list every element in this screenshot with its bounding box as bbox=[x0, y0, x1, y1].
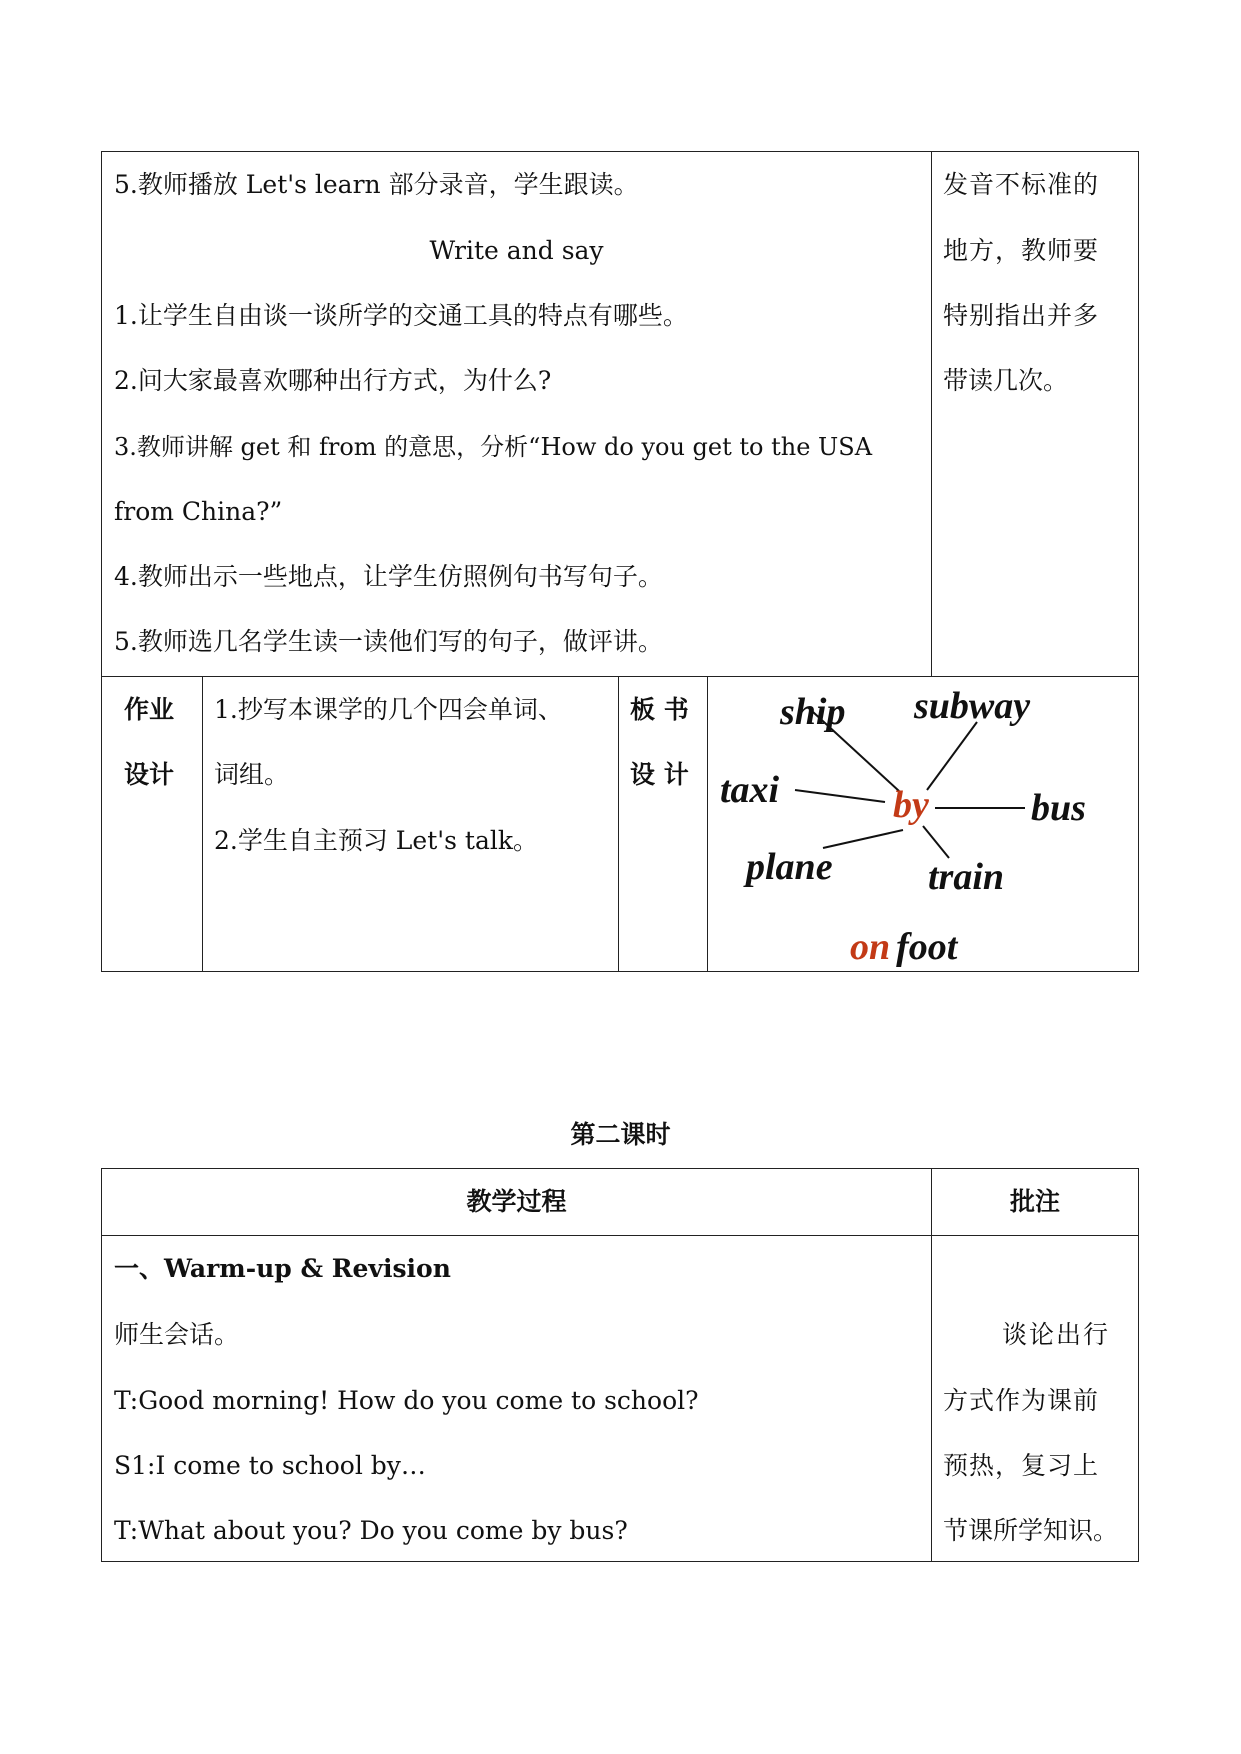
step-line-5: from China?” bbox=[114, 497, 283, 526]
board-label-2: 设 计 bbox=[630, 760, 689, 789]
board-word-by: by bbox=[893, 784, 929, 826]
board-word-subway: subway bbox=[914, 685, 1031, 727]
line-subway-by bbox=[927, 722, 977, 790]
board-word-bus: bus bbox=[1031, 787, 1086, 829]
line-by-train bbox=[923, 826, 949, 858]
board-phrase-on-foot bbox=[850, 927, 957, 967]
step-line-4: 3.教师讲解 get 和 from 的意思，分析“How do you get to the USA bbox=[114, 433, 873, 461]
line-plane-by bbox=[823, 830, 903, 848]
step-line-2: 1.让学生自由谈一谈所学的交通工具的特点有哪些。 bbox=[114, 301, 688, 330]
note2-line-3: 预热，复习上 bbox=[943, 1451, 1100, 1480]
note2-line-4: 节课所学知识。 bbox=[943, 1516, 1119, 1545]
note-line-2: 地方，教师要 bbox=[943, 236, 1100, 265]
header-teaching-process: 教学过程 bbox=[466, 1187, 567, 1216]
board-word-ship: ship bbox=[780, 691, 846, 733]
board-word-taxi: taxi bbox=[720, 769, 780, 811]
board-word-plane: plane bbox=[746, 846, 833, 888]
header-notes: 批注 bbox=[1009, 1187, 1060, 1216]
note-line-1: 发音不标准的 bbox=[943, 170, 1100, 199]
step-line-3: 2.问大家最喜欢哪种出行方式，为什么? bbox=[114, 366, 552, 395]
note2-line-1: 谈论出行 bbox=[1002, 1320, 1111, 1349]
homework-line-3: 2.学生自主预习 Let's talk。 bbox=[214, 826, 538, 855]
homework-label-1: 作业 bbox=[124, 695, 175, 724]
homework-line-1: 1.抄写本课学的几个四会单词、 bbox=[214, 695, 563, 724]
step-line-7: 5.教师选几名学生读一读他们写的句子，做评讲。 bbox=[114, 627, 663, 656]
board-word-foot: foot bbox=[896, 926, 958, 968]
note2-line-2: 方式作为课前 bbox=[943, 1386, 1100, 1415]
dialogue-line-3: S1:I come to school by… bbox=[114, 1451, 426, 1480]
dialogue-line-2: T:Good morning! How do you come to school? bbox=[114, 1386, 699, 1415]
dialogue-line-4: T:What about you? Do you come by bus? bbox=[114, 1516, 628, 1545]
board-word-train: train bbox=[928, 856, 1005, 898]
board-label-1: 板 书 bbox=[630, 695, 689, 724]
board-word-on: on bbox=[850, 926, 891, 968]
homework-line-2: 词组。 bbox=[214, 760, 290, 789]
lesson-title: 第二课时 bbox=[570, 1120, 671, 1149]
section-heading-write-and-say: Write and say bbox=[429, 236, 604, 265]
line-taxi-by bbox=[795, 790, 885, 802]
step-line-6: 4.教师出示一些地点，让学生仿照例句书写句子。 bbox=[114, 562, 663, 591]
step-line-1: 5.教师播放 Let's learn 部分录音，学生跟读。 bbox=[114, 170, 639, 199]
note-line-4: 带读几次。 bbox=[943, 366, 1069, 395]
note-line-3: 特别指出并多 bbox=[943, 301, 1100, 330]
section-title-warm-up: 一、Warm-up & Revision bbox=[114, 1254, 451, 1283]
dialogue-line-1: 师生会话。 bbox=[114, 1320, 240, 1349]
homework-label-2: 设计 bbox=[124, 760, 175, 789]
